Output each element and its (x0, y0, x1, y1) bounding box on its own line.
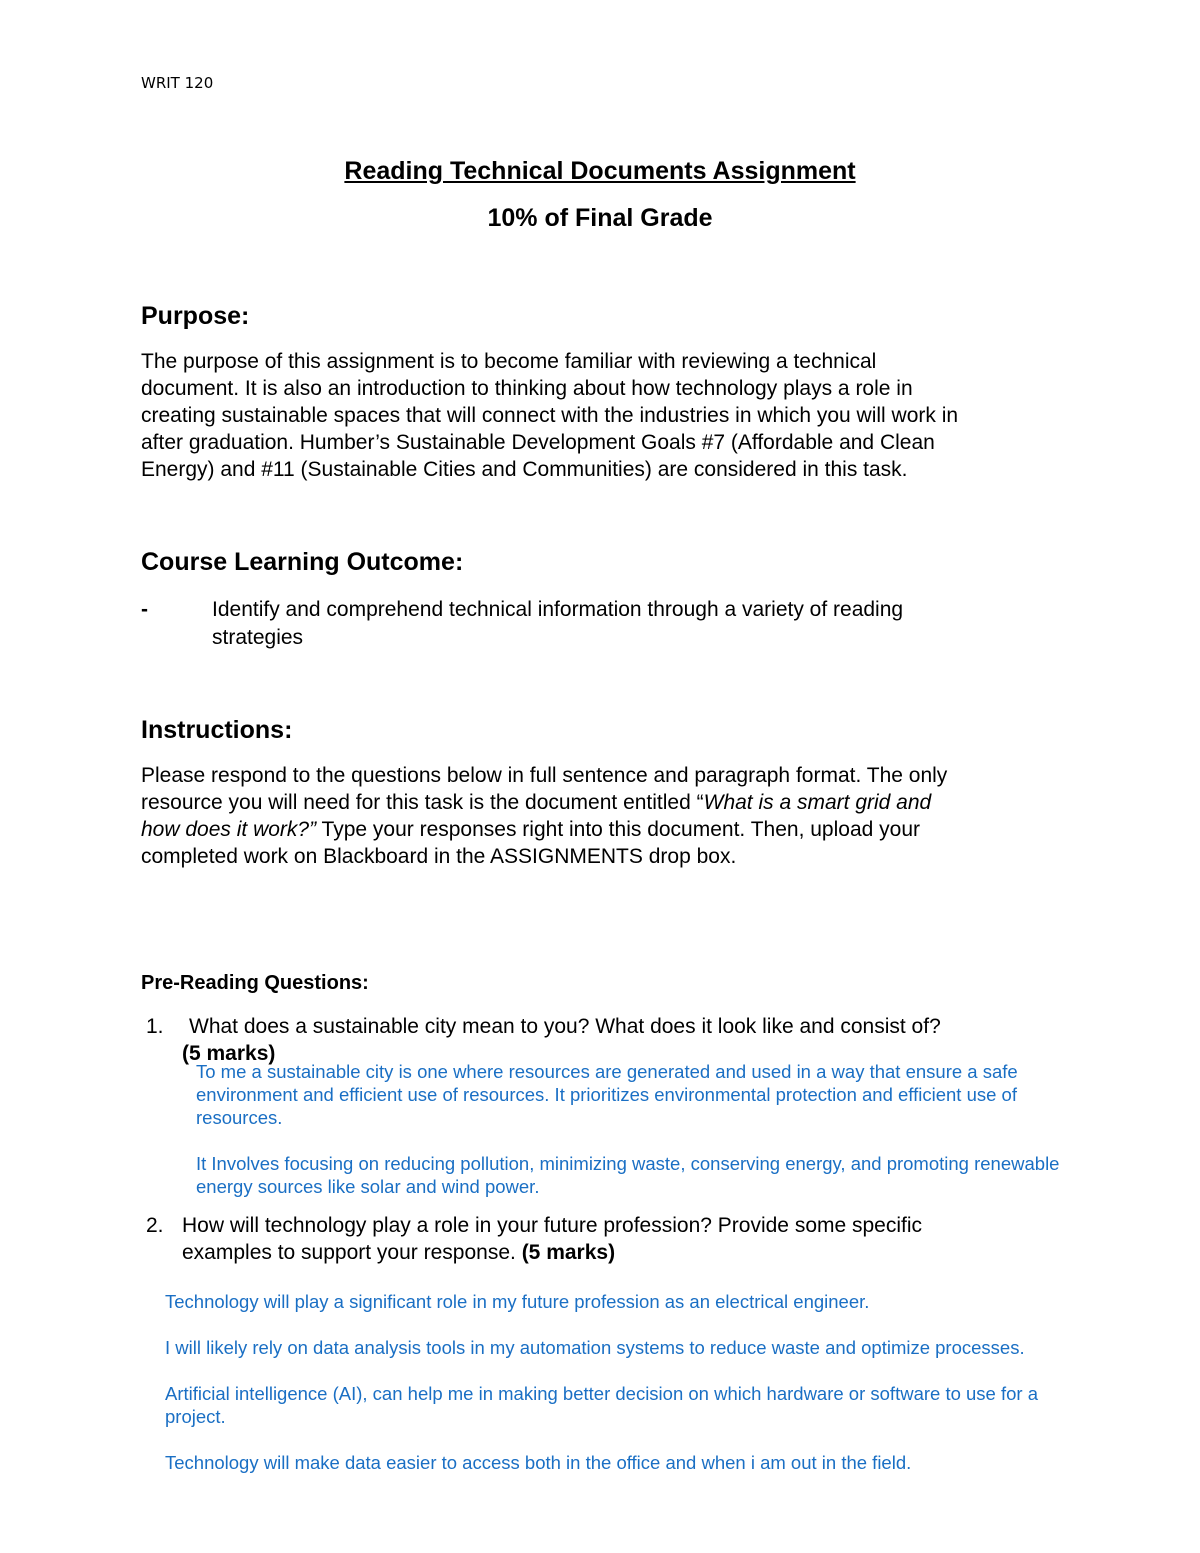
instructions-text: Type your responses right into this document. Then, upload your (316, 818, 920, 841)
outcome-line: strategies (212, 626, 304, 649)
question-text: What does a sustainable city mean to you? What does it look like and consist of? (189, 1015, 941, 1038)
answer-paragraph (196, 1060, 1018, 1129)
question-text (182, 1239, 615, 1266)
question-text: How will technology play a role in your future profession? Provide some specific (182, 1214, 923, 1237)
answer-line: I will likely rely on data analysis tools in my automation systems to reduce waste and optimize processes. (165, 1337, 1025, 1358)
answer-line: To me a sustainable city is one where resources are generated and used in a way that ensure a safe (196, 1061, 1018, 1082)
question-number: 1. (146, 1015, 164, 1038)
pre-reading-heading: Pre-Reading Questions: (141, 972, 369, 994)
instructions-heading: Instructions: (141, 716, 293, 744)
answer-paragraph (196, 1152, 1059, 1198)
answer-line: environment and efficient use of resources. It prioritizes environmental protection and efficient use of (196, 1084, 1017, 1105)
answer-paragraph (165, 1336, 1025, 1359)
answer-paragraph (165, 1382, 1038, 1428)
answer-line: Artificial intelligence (AI), can help me in making better decision on which hardware or software to use for a (165, 1383, 1039, 1404)
purpose-line: The purpose of this assignment is to become familiar with reviewing a technical (141, 350, 877, 373)
outcome-text (212, 596, 1032, 652)
answer-line: resources. (196, 1107, 283, 1128)
purpose-line: document. It is also an introduction to thinking about how technology plays a role in (141, 377, 913, 400)
purpose-paragraph (141, 348, 1071, 483)
answer-line: Technology will make data easier to access both in the office and when i am out in the field. (165, 1452, 912, 1473)
answer-line: energy sources like solar and wind power. (196, 1176, 540, 1197)
grade-weight: 10% of Final Grade (487, 204, 713, 232)
instructions-text: resource you will need for this task is the document entitled “ (141, 791, 704, 814)
outcome-line: Identify and comprehend technical information through a variety of reading (212, 598, 904, 621)
answer-line: project. (165, 1406, 226, 1427)
question-marks: (5 marks) (182, 1042, 276, 1065)
instructions-line (141, 816, 1071, 843)
instructions-line: Please respond to the questions below in full sentence and paragraph format. The only (141, 764, 948, 787)
purpose-heading: Purpose: (141, 302, 250, 330)
instructions-line: completed work on Blackboard in the ASSIGNMENTS drop box. (141, 845, 737, 868)
question-marks: (5 marks) (521, 1241, 616, 1264)
outcome-heading: Course Learning Outcome: (141, 548, 464, 576)
purpose-line: after graduation. Humber’s Sustainable Development Goals #7 (Affordable and Clean (141, 431, 935, 454)
answer-line: It Involves focusing on reducing pollution, minimizing waste, conserving energy, and promoting renewable (196, 1153, 1060, 1174)
purpose-line: creating sustainable spaces that will connect with the industries in which you will work in (141, 404, 959, 427)
question-text-line: examples to support your response. (182, 1241, 522, 1264)
answer-paragraph (165, 1451, 911, 1474)
document-title-reference: What is a smart grid and (703, 791, 932, 814)
answer-paragraph (165, 1290, 869, 1313)
instructions-line (141, 789, 1071, 816)
bullet-marker: - (141, 598, 148, 621)
question-number: 2. (146, 1214, 164, 1237)
answer-line: Technology will play a significant role in my future profession as an electrical engineer. (165, 1291, 870, 1312)
document-title-reference: how does it work?” (141, 818, 317, 841)
assignment-title: Reading Technical Documents Assignment (344, 157, 856, 185)
purpose-line: Energy) and #11 (Sustainable Cities and Communities) are considered in this task. (141, 458, 908, 481)
instructions-paragraph (141, 762, 1071, 870)
course-code-header: WRIT 120 (141, 74, 214, 92)
